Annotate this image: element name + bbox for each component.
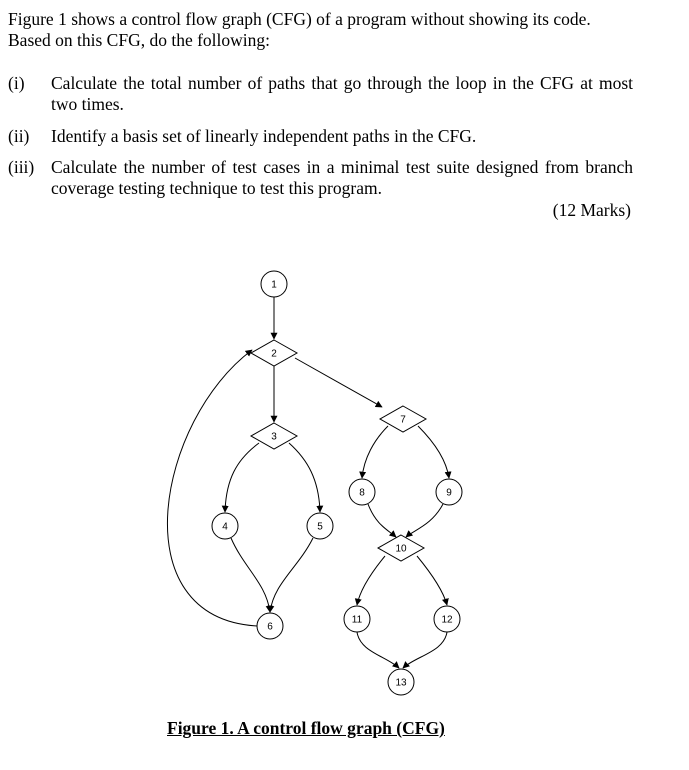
cfg-node-9	[436, 479, 462, 505]
figure-caption: Figure 1. A control flow graph (CFG)	[167, 718, 445, 738]
item-text: Calculate the number of test cases in a minimal test suite designed from branch coverage testing technique to test this program.	[51, 157, 633, 198]
intro-line-2: Based on this CFG, do the following:	[8, 30, 271, 50]
node-label: 2	[271, 348, 277, 360]
node-label: 8	[359, 487, 365, 499]
item-text: Calculate the total number of paths that go through the loop in the CFG at most two times.	[51, 73, 633, 114]
cfg-node-12	[434, 606, 460, 632]
node-label: 11	[351, 614, 363, 626]
cfg-node-1	[261, 271, 287, 297]
edge-7-to-8	[362, 426, 388, 478]
node-label: 4	[222, 521, 228, 533]
node-label: 13	[395, 677, 407, 689]
intro-line-1: Figure 1 shows a control flow graph (CFG) of a program without showing its code.	[8, 9, 591, 29]
cfg-node-2	[251, 340, 297, 366]
node-label: 1	[271, 279, 277, 291]
item-number: (iii)	[8, 157, 35, 177]
node-label: 10	[395, 543, 407, 555]
edge-7-to-9	[418, 426, 449, 478]
edge-10-to-11	[357, 556, 385, 605]
edge-4-to-6	[231, 538, 270, 612]
cfg-node-3	[251, 423, 297, 449]
node-label: 12	[441, 614, 453, 626]
cfg-node-13	[388, 669, 414, 695]
cfg-node-7	[380, 406, 426, 432]
item-number: (i)	[8, 73, 25, 93]
edge-9-to-10	[406, 504, 443, 537]
node-label: 7	[400, 414, 406, 426]
item-text: Identify a basis set of linearly independent paths in the CFG.	[51, 126, 477, 146]
edge-11-to-13	[357, 632, 399, 668]
edge-3-to-5	[289, 443, 320, 512]
edge-8-to-10	[368, 504, 396, 537]
node-label: 3	[271, 431, 277, 443]
item-number: (ii)	[8, 126, 30, 146]
cfg-node-11	[344, 606, 370, 632]
edge-2-to-7	[295, 358, 382, 407]
cfg-node-10	[378, 535, 424, 561]
edge-3-to-4	[225, 443, 259, 512]
edge-12-to-13	[403, 632, 447, 668]
cfg-node-5	[307, 513, 333, 539]
marks-label: (12 Marks)	[552, 200, 631, 220]
cfg-node-8	[349, 479, 375, 505]
edge-5-to-6	[270, 538, 313, 612]
edge-10-to-12	[417, 556, 447, 605]
cfg-node-4	[212, 513, 238, 539]
edge-6-to-2	[167, 350, 257, 626]
node-label: 5	[317, 521, 323, 533]
node-label: 6	[267, 621, 273, 633]
node-label: 9	[446, 487, 452, 499]
cfg-node-6	[257, 613, 283, 639]
